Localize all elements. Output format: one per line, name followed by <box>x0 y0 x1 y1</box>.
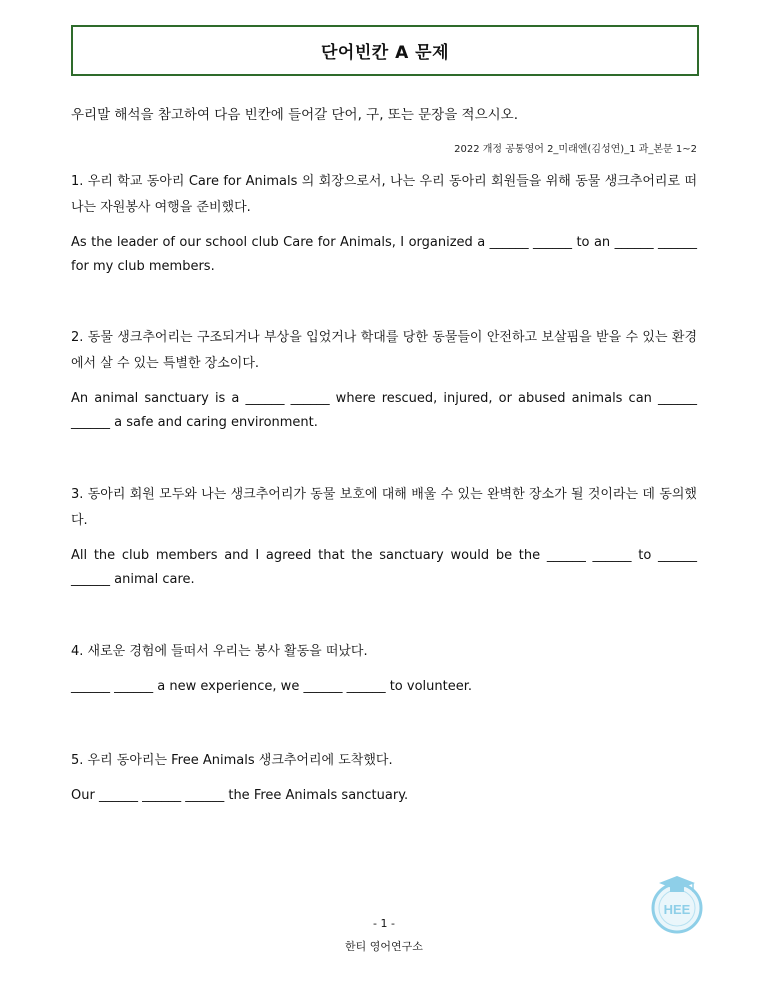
question-1-korean: 1. 우리 학교 동아리 Care for Animals 의 회장으로서, 나는 우리 동아리 회원들을 위해 동물 생크추어리로 떠나는 자원봉사 여행을 준비했다. <box>71 174 697 215</box>
source-citation: 2022 개정 공통영어 2_미래엔(김성연)_1 과_본문 1~2 <box>454 144 697 155</box>
question-3-english: All the club members and I agreed that the sanctuary would be the ______ ______ to ______ ______ animal care. <box>71 548 697 587</box>
question-5 <box>71 748 697 808</box>
page-number: - 1 - <box>373 917 395 930</box>
question-2-english: An animal sanctuary is a ______ ______ where rescued, injured, or abused animals can ______ ______ a safe and caring environment. <box>71 391 697 430</box>
question-4-korean: 4. 새로운 경험에 들떠서 우리는 봉사 활동을 떠났다. <box>71 644 368 659</box>
title-box <box>71 25 699 76</box>
question-2-korean: 2. 동물 생크추어리는 구조되거나 부상을 입었거나 학대를 당한 동물들이 안전하고 보살핌을 받을 수 있는 환경에서 살 수 있는 특별한 장소이다. <box>71 330 697 371</box>
logo-text: HEE <box>663 902 691 917</box>
instruction-text: 우리말 해석을 참고하여 다음 빈칸에 들어갈 단어, 구, 또는 문장을 적으시오. <box>71 107 519 123</box>
question-1-english: As the leader of our school club Care for Animals, I organized a ______ ______ to an ______ ______ for my club members. <box>71 235 697 274</box>
question-5-korean: 5. 우리 동아리는 Free Animals 생크추어리에 도착했다. <box>71 753 393 768</box>
question-3-korean: 3. 동아리 회원 모두와 나는 생크추어리가 동물 보호에 대해 배울 수 있는 완벽한 장소가 될 것이라는 데 동의했다. <box>71 487 697 528</box>
footer-organization: 한티 영어연구소 <box>345 940 423 953</box>
page-title: 단어빈칸 A 문제 <box>320 43 450 63</box>
question-2 <box>71 325 697 435</box>
question-4 <box>71 639 697 699</box>
question-5-english: Our ______ ______ ______ the Free Animals sanctuary. <box>71 788 409 803</box>
question-4-english: ______ ______ a new experience, we ______ ______ to volunteer. <box>71 679 473 694</box>
question-1 <box>71 169 697 279</box>
question-3 <box>71 482 697 592</box>
